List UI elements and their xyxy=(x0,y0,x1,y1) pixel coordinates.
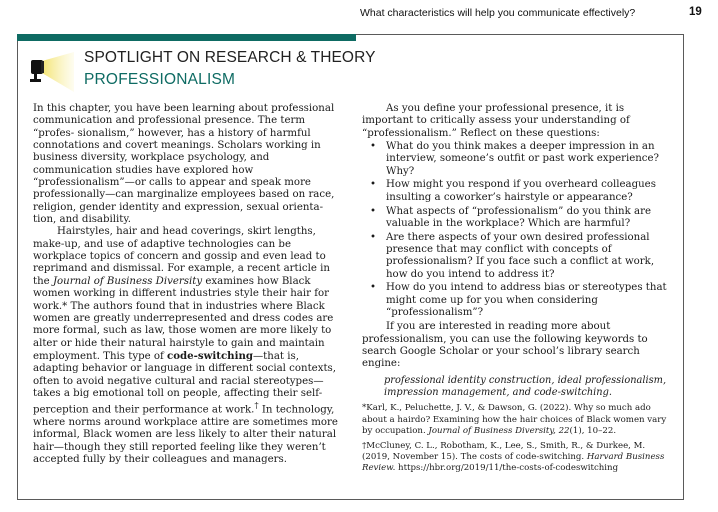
spotlight-icon xyxy=(28,52,76,92)
reflect-intro: As you define your professional presence, it is important to critically assess your understanding of “professionalism.” Reflect on these questions: xyxy=(362,103,630,139)
list-item xyxy=(362,141,668,178)
page-number: 19 xyxy=(689,6,702,18)
bullet: • xyxy=(370,205,377,217)
list-item xyxy=(362,282,668,319)
journal-title: Journal of Business Diversity xyxy=(52,275,203,287)
question-text: What do you think makes a deeper impression in an interview, someone’s outfit or past work experience? Why? xyxy=(386,141,660,177)
p2-text-a: Hairstyles, hair and head coverings, skirt lengths, make-up, and use of adaptive technologies can be workplace topics of concern and gossip and even lead to reprimand and dismissal. For example, a recent article in the xyxy=(33,226,330,287)
footnote-1-text: *Karl, K., Peluchette, J. V., & Dawson, G. (2022). Why so much ado about a hairdo? Examining how the hair choices of Black women vary by occupation. xyxy=(362,403,667,436)
footnote-2 xyxy=(362,441,668,475)
feature-title: PROFESSIONALISM xyxy=(84,71,236,88)
left-column xyxy=(33,103,341,466)
bullet: • xyxy=(370,179,377,191)
question-text: Are there aspects of your own desired professional presence that may conflict with concepts of professionalism? If you face such a conflict at work, how do you intend to address it? xyxy=(386,231,655,280)
key-term-code-switching: code-switching xyxy=(167,349,253,362)
bullet: • xyxy=(370,231,377,243)
footnote-2-text: †McCluney, C. L., Robotham, K., Lee, S., Smith, R., & Durkee, M. (2019, November 15). The costs of code-switching. xyxy=(362,441,646,463)
question-text: How might you respond if you overheard colleagues insulting a coworker’s hairstyle or appearance? xyxy=(386,179,656,203)
footnote-1-journal: Journal of Business Diversity, 22 xyxy=(428,425,570,436)
footnote-dagger: † xyxy=(254,401,259,412)
paragraph-intro: In this chapter, you have been learning about professional communication and professional presence. The term “profes- sionalism,” however, has a history of harmful connotations and covert meanings. Scholars working in business diversity, workplace psychology, and communication studies have explored how “professionalism”—or calls to appear and speak more professionally—can marginalize employees based on race, religion, gender identity and expression, sexual orienta- tion, and disability. xyxy=(33,103,335,226)
p2-text-c: —that is, adapting behavior or language in different social contexts, often to avoid negative cultural and racial stereotypes—takes a big emotional toll on people, affecting their self-perception and their performance at work. xyxy=(33,350,337,416)
footnote-2-url: https://hbr.org/2019/11/the-costs-of-codeswitching xyxy=(395,463,619,474)
feature-accent-bar xyxy=(17,34,356,41)
bullet: • xyxy=(370,282,377,294)
footnote-2-journal: Harvard Business Review. xyxy=(362,452,665,474)
paragraph-hairstyles xyxy=(33,226,341,466)
question-list xyxy=(362,141,668,319)
running-head-title: What characteristics will help you communicate effectively? xyxy=(360,7,636,19)
list-item xyxy=(362,206,668,231)
p2-text-b: examines how Black women working in different industries style their hair for work.* The authors found that in industries where Black women are greatly underrepresented and dress codes are more formal, such as law, those women are more likely to alter or hide their natural hairstyle to gain and maintain employment. This type of xyxy=(33,275,334,362)
list-item xyxy=(362,232,668,281)
footnote-1 xyxy=(362,403,668,437)
search-intro: If you are interested in reading more about professionalism, you can use the following keywords to search Google Scholar or your school’s library search engine: xyxy=(362,321,648,370)
footnote-1-issue: (1), 10–22. xyxy=(569,425,617,436)
search-keywords: professional identity construction, ideal professionalism, impression management, and code-switching. xyxy=(384,374,667,399)
feature-kicker: SPOTLIGHT ON RESEARCH & THEORY xyxy=(84,49,376,66)
bullet: • xyxy=(370,141,377,153)
question-text: How do you intend to address bias or stereotypes that might come up for you when considering “professionalism”? xyxy=(386,282,667,319)
p2-text-d: In technology, where norms around workplace attire are sometimes more informal, Black women are less likely to alter their natural hair—though they still reported feeling like they weren’t accepted fully by their colleagues and managers. xyxy=(33,404,338,466)
list-item xyxy=(362,179,668,204)
right-column xyxy=(362,103,668,479)
question-text: What aspects of “professionalism” do you think are valuable in the workplace? Which are harmful? xyxy=(386,205,652,229)
